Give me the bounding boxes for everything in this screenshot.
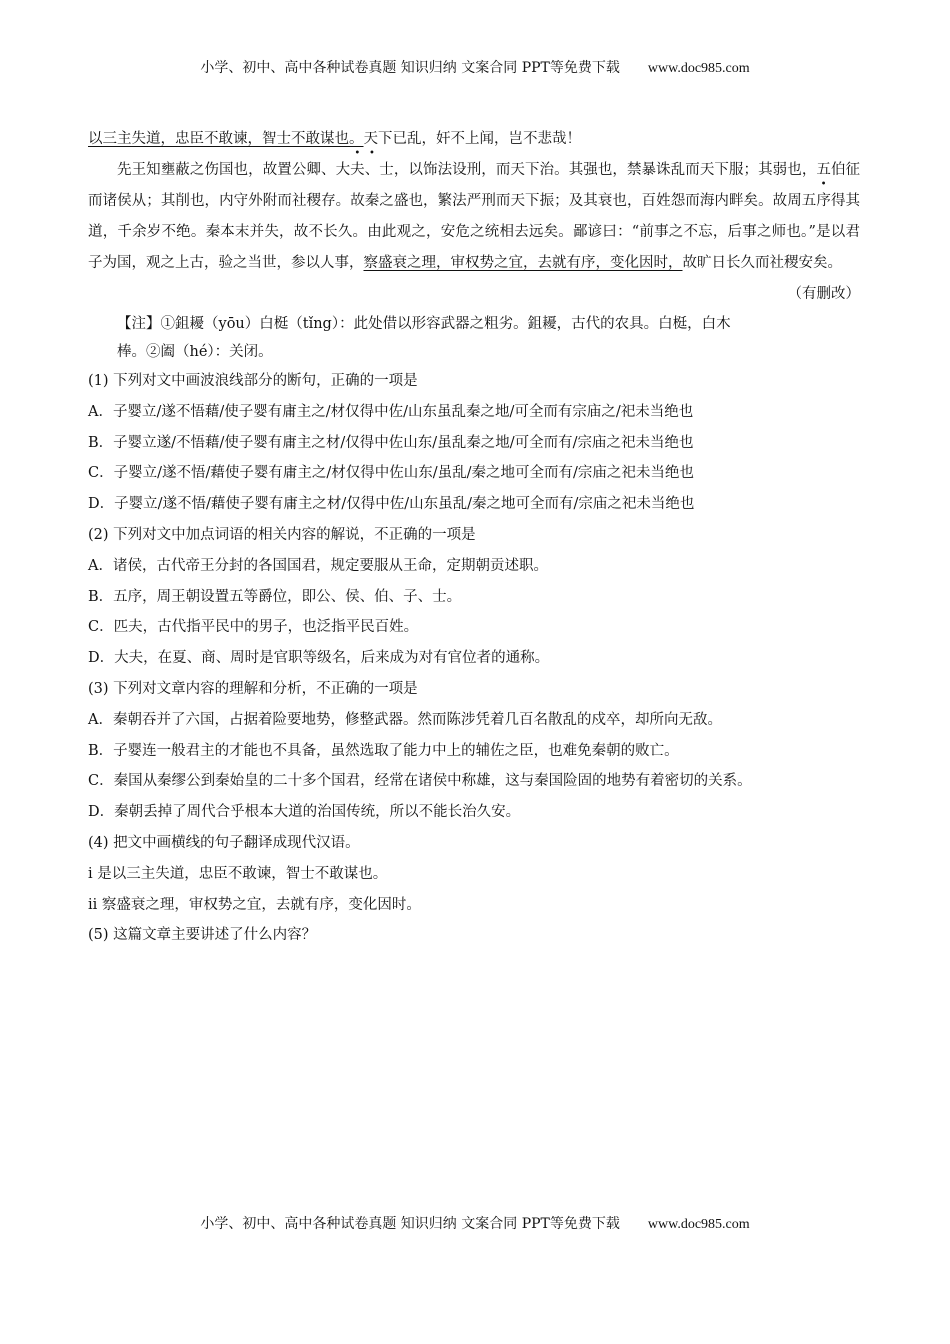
option-d: D．大夫，在夏、商、周时是官职等级名，后来成为对有官位者的通称。 bbox=[88, 650, 550, 667]
passage-line-1: 以三主失道，忠臣不敢谏，智士不敢谋也。天下已乱，奸不上闻，岂不悲哉！ bbox=[88, 131, 581, 147]
dotted-char: 大 bbox=[335, 162, 351, 178]
dotted-char: 五 bbox=[801, 193, 817, 209]
question-3 bbox=[88, 674, 860, 828]
annotation-note bbox=[88, 310, 860, 366]
underlined-sentence-1: 以三主失道，忠臣不敢谏，智士不敢谋也。 bbox=[88, 131, 364, 147]
option-d: D．秦朝丢掉了周代合乎根本大道的治国传统，所以不能长治久安。 bbox=[88, 804, 521, 821]
page-footer bbox=[0, 1213, 950, 1233]
option-a: A．诸侯，古代帝王分封的各国国君，规定要服从王命，定期朝贡述职。 bbox=[88, 557, 548, 574]
underlined-sentence-2: 察盛衰之理，审权势之宜，去就有序，变化因时， bbox=[363, 255, 683, 271]
option-a: A．秦朝吞并了六国，占据着险要地势，修整武器。然而陈涉凭着几百名散乱的戍卒，却所向无敌。 bbox=[88, 711, 722, 728]
note-line-1: ①鉏耰（yōu）白梃（tǐng）：此处借以形容武器之粗劣。鉏耰，古代的农具。白梃，白木 bbox=[160, 316, 731, 332]
question-stem: (5) 这篇文章主要讲述了什么内容？ bbox=[88, 927, 317, 944]
option-a: A．子婴立/遂不悟藉/使子婴有庸主之/材仅得中佐/山东虽乱秦之地/可全而有宗庙之/祀未当绝也 bbox=[88, 403, 694, 420]
page-header bbox=[0, 57, 950, 77]
translate-item-ii: ii 察盛衰之理，审权势之宜，去就有序，变化因时。 bbox=[88, 896, 421, 913]
option-b: B．子婴立遂/不悟藉/使子婴有庸主之材/仅得中佐山东/虽乱秦之地/可全而有/宗庙之祀未当绝也 bbox=[88, 434, 694, 451]
question-5 bbox=[88, 920, 860, 951]
note-line-2: 棒。②阖（hé）：关闭。 bbox=[117, 344, 273, 360]
question-4 bbox=[88, 828, 860, 920]
question-stem: (1) 下列对文中画波浪线部分的断句，正确的一项是 bbox=[88, 373, 418, 389]
header-site-link[interactable]: www.doc985.com bbox=[647, 61, 750, 76]
document-body bbox=[88, 124, 860, 951]
passage-paragraph-2: 先王知壅蔽之伤国也，故置公卿、大夫、士，以饰法设刑，而天下治。其强也，禁暴诛乱而天下服；其弱也，五伯征而诸侯从；其削也，内守外附而社稷存。故秦之盛也，繁法严刑而天下振；及其衰也，百姓怨而海内畔矣。故周五序得其道，千余岁不绝。秦本末并失，故不长久。由此观之，安危之统相去远矣。鄙谚曰：“前事之不忘，后事之师也。”是以君子为国，观之上古，验之当世，参以人事，察盛衰之理，审权势之宜，去就有序，变化因时，故旷日长久而社稷安矣。 bbox=[88, 162, 861, 271]
footer-text: 小学、初中、高中各种试卷真题 知识归纳 文案合同 PPT等免费下载 bbox=[200, 1216, 620, 1232]
translate-item-i: i 是以三主失道，忠臣不敢谏，智士不敢谋也。 bbox=[88, 865, 388, 882]
option-c: C．子婴立/遂不悟/藉使子婴有庸主之/材仅得中佐山东/虽乱/秦之地可全而有/宗庙之祀未当绝也 bbox=[88, 465, 694, 482]
footer-site-link[interactable]: www.doc985.com bbox=[647, 1217, 750, 1232]
option-b: B．五序，周王朝设置五等爵位，即公、侯、伯、子、士。 bbox=[88, 588, 462, 605]
header-text: 小学、初中、高中各种试卷真题 知识归纳 文案合同 PPT等免费下载 bbox=[200, 60, 620, 76]
question-stem: (2) 下列对文中加点词语的相关内容的解说，不正确的一项是 bbox=[88, 526, 476, 543]
option-c: C．匹夫，古代指平民中的男子，也泛指平民百姓。 bbox=[88, 619, 419, 636]
question-stem: (3) 下列对文章内容的理解和分析，不正确的一项是 bbox=[88, 680, 418, 697]
option-b: B．子婴连一般君主的才能也不具备，虽然选取了能力中上的辅佐之臣，也难免秦朝的败亡。 bbox=[88, 742, 679, 759]
option-c: C．秦国从秦缪公到秦始皇的二十多个国君，经常在诸侯中称雄，这与秦国险固的地势有着密切的关系。 bbox=[88, 773, 752, 790]
question-2 bbox=[88, 520, 860, 674]
dotted-char: 夫 bbox=[350, 162, 365, 178]
plain-char: 序 bbox=[816, 193, 831, 209]
source-note: （有删改） bbox=[787, 286, 860, 302]
option-d: D．子婴立/遂不悟/藉使子婴有庸主之材/仅得中佐/山东虽乱/秦之地可全而有/宗庙之祀未当绝也 bbox=[88, 496, 695, 513]
question-1 bbox=[88, 366, 860, 520]
question-stem: (4) 把文中画横线的句子翻译成现代汉语。 bbox=[88, 834, 360, 851]
note-label: 【注】 bbox=[117, 316, 161, 332]
